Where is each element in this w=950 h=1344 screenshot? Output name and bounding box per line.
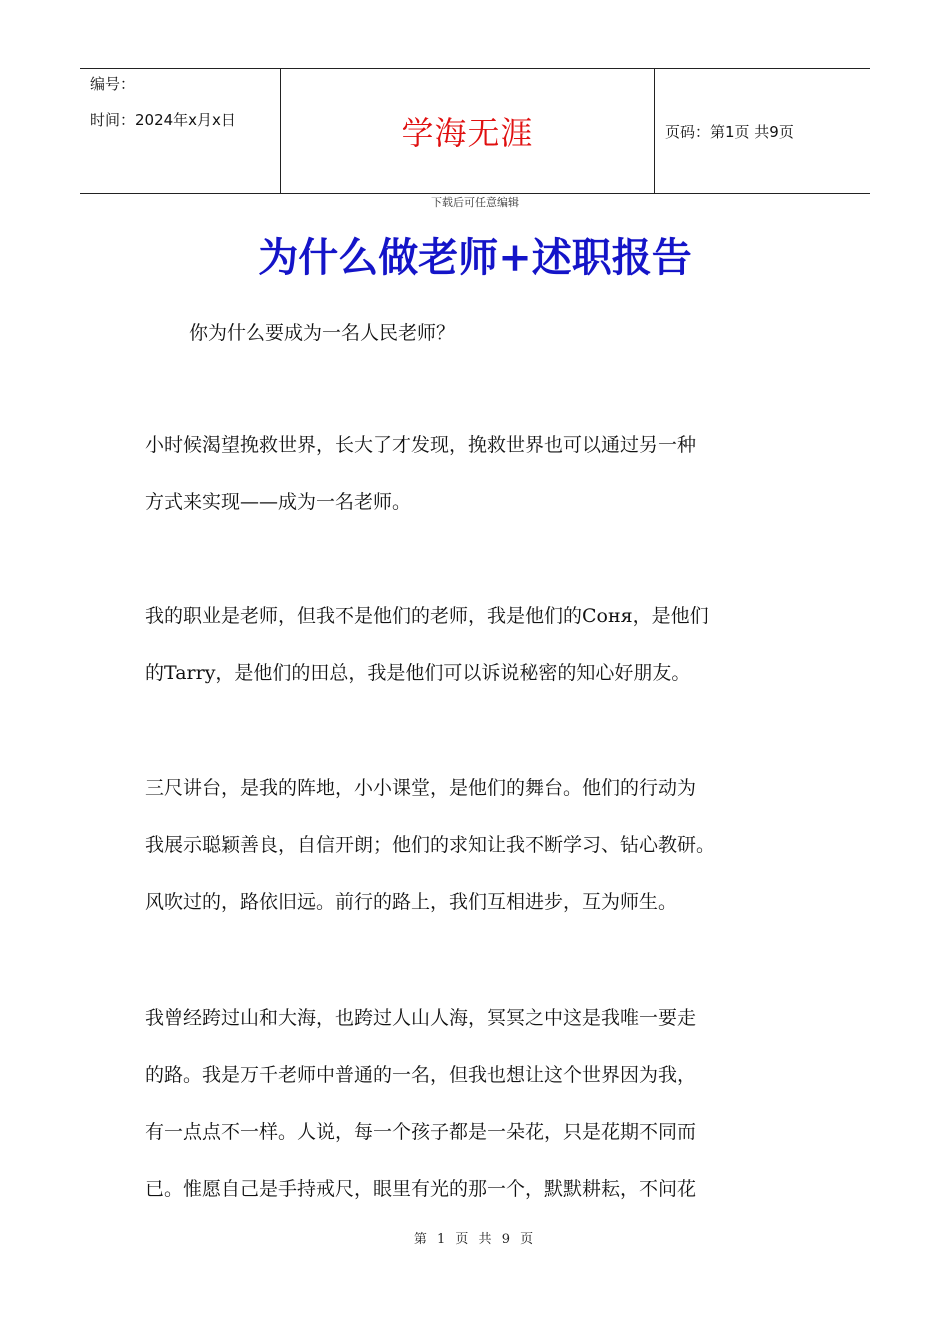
- question-text: 你为什么要成为一名人民老师？: [189, 322, 456, 344]
- paragraph-line: 我曾经跨过山和大海，也跨过人山人海，冥冥之中这是我唯一要走: [145, 1007, 697, 1029]
- paragraph-line: 小时候渴望挽救世界，长大了才发现，挽救世界也可以通过另一种: [145, 434, 697, 456]
- paragraph-line: 我展示聪颖善良，自信开朗；他们的求知让我不断学习、钻心教研。: [145, 834, 716, 856]
- edit-note: 下载后可任意编辑: [431, 196, 519, 209]
- document-time-label: 时间：2024年x月x日: [90, 111, 236, 129]
- paragraph-line: 的路。我是万千老师中普通的一名，但我也想让这个世界因为我，: [145, 1064, 697, 1086]
- document-title: 为什么做老师+述职报告: [258, 234, 692, 281]
- paragraph-line: 方式来实现——成为一名老师。: [145, 491, 412, 513]
- paragraph-line: 我的职业是老师，但我不是他们的老师，我是他们的Соня，是他们: [145, 605, 709, 627]
- header-brand-cell: [281, 69, 655, 193]
- paragraph-line: 的Tarry，是他们的田总，我是他们可以诉说秘密的知心好朋友。: [145, 662, 691, 684]
- document-number-label: 编号：: [90, 75, 136, 93]
- header-right-cell: [655, 69, 870, 193]
- page-number-label: 页码：第1页 共9页: [665, 122, 794, 141]
- paragraph-line: 风吹过的，路依旧远。前行的路上，我们互相进步，互为师生。: [145, 891, 678, 913]
- brand-title: 学海无涯: [401, 114, 534, 152]
- paragraph-line: 有一点点不一样。人说，每一个孩子都是一朵花，只是花期不同而: [145, 1121, 697, 1143]
- page-footer: 第 1 页 共 9 页: [413, 1232, 537, 1247]
- header-left-cell: [80, 69, 281, 193]
- paragraph-line: 三尺讲台，是我的阵地，小小课堂，是他们的舞台。他们的行动为: [145, 777, 697, 799]
- document-header: [80, 68, 870, 194]
- paragraph-line: 已。惟愿自己是手持戒尺，眼里有光的那一个，默默耕耘，不问花: [145, 1178, 697, 1200]
